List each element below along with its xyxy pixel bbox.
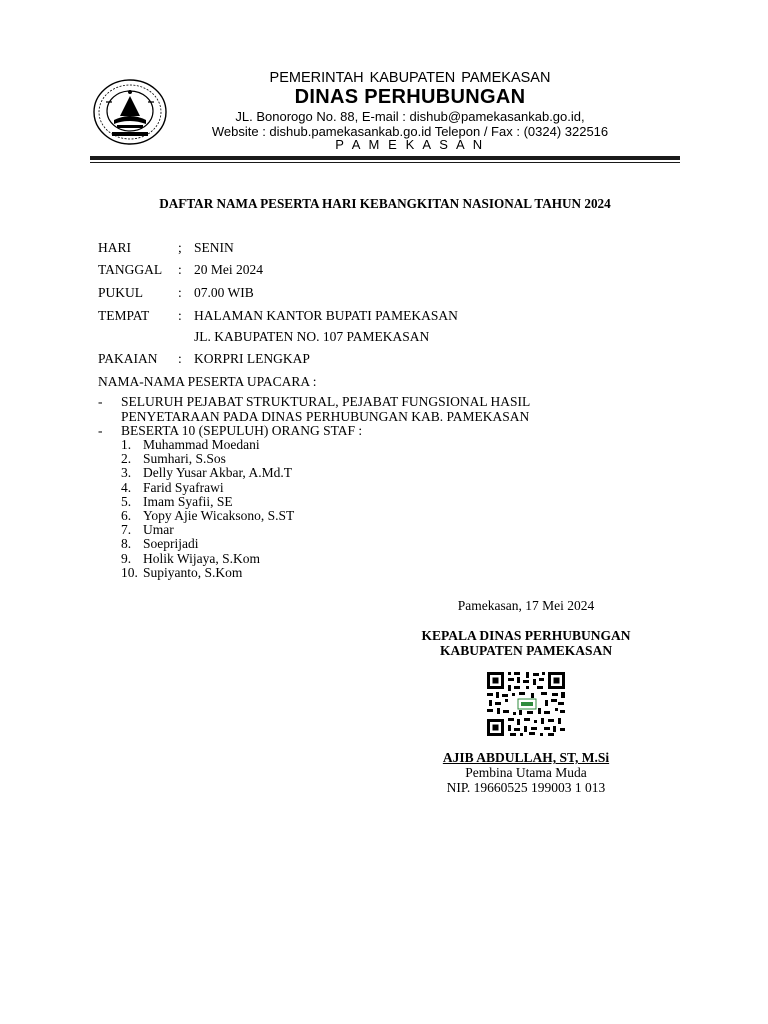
qr-code-signature-icon xyxy=(486,671,566,737)
participants-heading: NAMA-NAMA PESERTA UPACARA : xyxy=(98,374,317,389)
letterhead-address: JL. Bonorogo No. 88, E-mail : dishub@pamekasankab.go.id, xyxy=(235,109,585,124)
list-item-number: 9. xyxy=(121,550,132,566)
letterhead-contact: Website : dishub.pamekasankab.go.id Telepon / Fax : (0324) 322516 xyxy=(211,124,609,139)
field-hari-label: HARI xyxy=(98,240,131,255)
list-item-number: 2. xyxy=(121,451,132,467)
list-item-name: Supiyanto, S.Kom xyxy=(143,564,243,580)
field-hari-separator: ; xyxy=(178,240,182,255)
document-title: DAFTAR NAMA PESERTA HARI KEBANGKITAN NASIONAL TAHUN 2024 xyxy=(159,196,611,211)
list-item xyxy=(121,495,294,509)
field-tempat-value-line2: JL. KABUPATEN NO. 107 PAMEKASAN xyxy=(194,329,430,344)
signature-position-line2: KABUPATEN PAMEKASAN xyxy=(439,643,613,658)
field-tanggal-value: 20 Mei 2024 xyxy=(194,262,263,277)
list-item-number: 4. xyxy=(121,479,132,495)
field-tanggal-separator: : xyxy=(178,262,182,277)
bullet-structural-line2: PENYETARAAN PADA DINAS PERHUBUNGAN KAB. PAMEKASAN xyxy=(121,409,530,424)
field-pakaian-separator: : xyxy=(178,351,182,366)
list-item-name: Holik Wijaya, S.Kom xyxy=(143,550,260,566)
list-item-number: 10. xyxy=(121,564,138,580)
list-item-number: 8. xyxy=(121,536,132,552)
regional-emblem-icon xyxy=(92,78,168,146)
signatory-name: AJIB ABDULLAH, ST, M.Si xyxy=(442,750,610,765)
field-tempat-separator: : xyxy=(178,308,182,323)
list-item xyxy=(121,509,294,523)
list-item-name: Delly Yusar Akbar, A.Md.T xyxy=(143,465,292,481)
bullet-marker: - xyxy=(98,394,103,409)
list-item xyxy=(121,537,294,551)
bullet-staff: BESERTA 10 (SEPULUH) ORANG STAF : xyxy=(121,423,363,438)
list-item-number: 6. xyxy=(121,507,132,523)
field-hari-value: SENIN xyxy=(194,240,234,255)
field-tanggal-label: TANGGAL xyxy=(98,262,163,277)
list-item-name: Umar xyxy=(143,522,174,538)
list-item xyxy=(121,481,294,495)
list-item-name: Soeprijadi xyxy=(143,536,199,552)
list-item-number: 3. xyxy=(121,465,132,481)
letterhead-rule-thick xyxy=(90,156,680,160)
field-tempat-value: HALAMAN KANTOR BUPATI PAMEKASAN xyxy=(194,308,458,323)
field-pakaian-label: PAKAIAN xyxy=(98,351,158,366)
list-item xyxy=(121,452,294,466)
list-item-name: Imam Syafii, SE xyxy=(143,493,233,509)
field-pukul-label: PUKUL xyxy=(98,285,144,300)
signatory-nip: NIP. 19660525 199003 1 013 xyxy=(446,780,606,795)
list-item-name: Yopy Ajie Wicaksono, S.ST xyxy=(143,507,295,523)
list-item xyxy=(121,466,294,480)
letterhead-rule-thin xyxy=(90,162,680,163)
signatory-rank: Pembina Utama Muda xyxy=(465,765,587,780)
bullet-structural-line1: SELURUH PEJABAT STRUKTURAL, PEJABAT FUNGSIONAL HASIL xyxy=(121,394,531,409)
list-item-name: Farid Syafrawi xyxy=(143,479,224,495)
list-item-number: 5. xyxy=(121,493,132,509)
field-pukul-value: 07.00 WIB xyxy=(194,285,254,300)
list-item xyxy=(121,566,294,580)
field-pakaian-value: KORPRI LENGKAP xyxy=(194,351,310,366)
list-item-name: Muhammad Moedani xyxy=(143,437,260,452)
list-item-number: 1. xyxy=(121,437,132,452)
signature-position-line1: KEPALA DINAS PERHUBUNGAN xyxy=(421,628,631,643)
signature-position xyxy=(396,628,656,658)
list-item-name: Sumhari, S.Sos xyxy=(143,451,226,467)
field-pukul-separator: : xyxy=(178,285,182,300)
letterhead-government: PEMERINTAH KABUPATEN PAMEKASAN xyxy=(269,70,551,86)
letterhead-city: P A M E K A S A N xyxy=(335,137,485,152)
list-item-number: 7. xyxy=(121,522,132,538)
list-item xyxy=(121,438,294,452)
letterhead-agency: DINAS PERHUBUNGAN xyxy=(294,86,526,108)
list-item xyxy=(121,523,294,537)
list-item xyxy=(121,552,294,566)
bullet-marker: - xyxy=(98,423,103,438)
signature-place-date: Pamekasan, 17 Mei 2024 xyxy=(457,598,595,613)
staff-list xyxy=(121,438,294,580)
field-tempat-label: TEMPAT xyxy=(98,308,150,323)
